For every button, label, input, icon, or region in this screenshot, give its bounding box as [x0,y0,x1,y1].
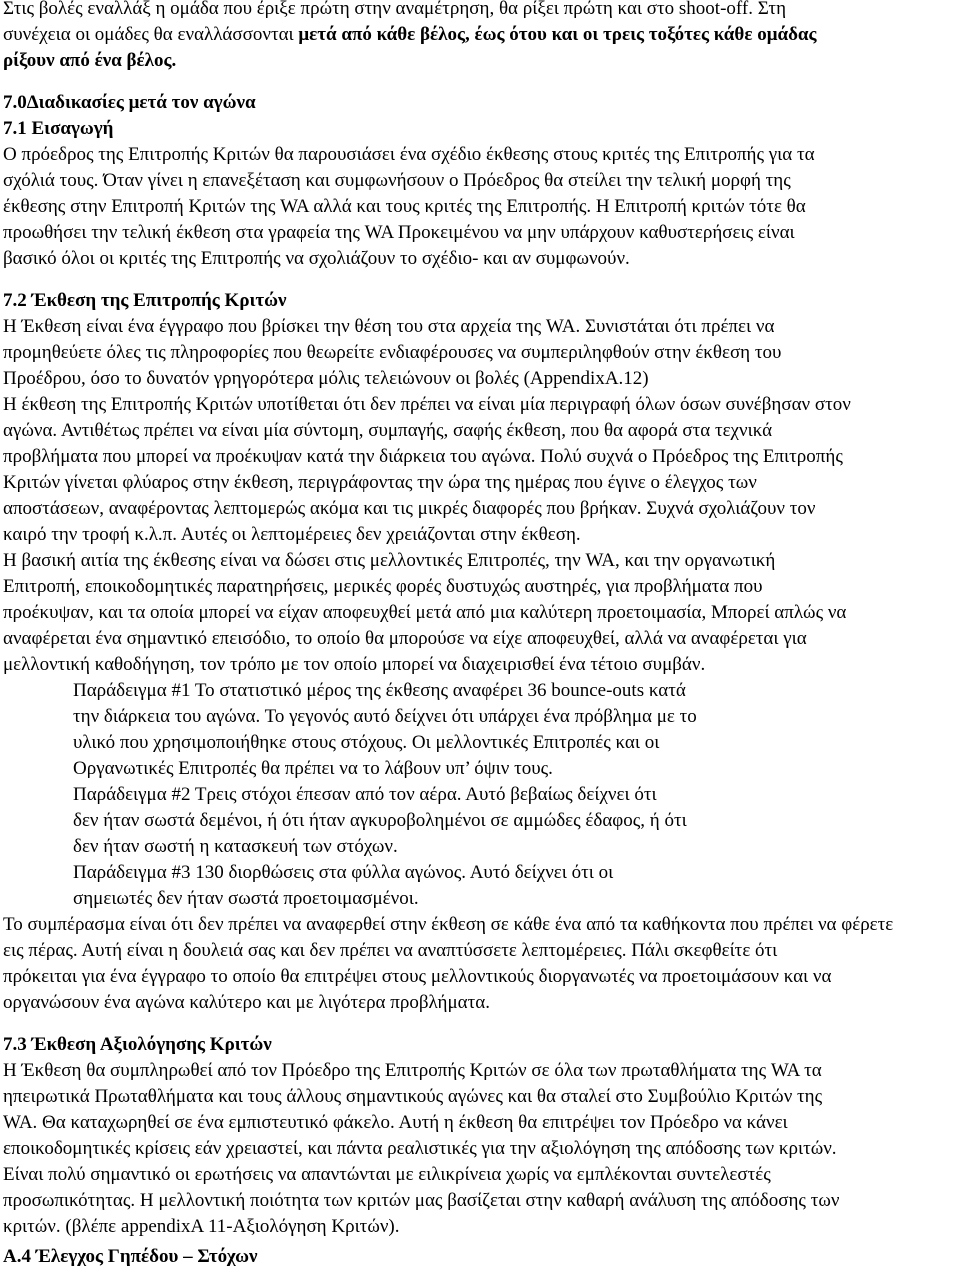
intro-line-3: ρίξουν από ένα βέλος. [3,50,177,71]
section-7-2-line: Η έκθεση της Επιτροπής Κριτών υποτίθεται ότι δεν πρέπει να είναι μία περιγραφή όλων όσων συνέβησαν στον [3,394,851,415]
section-7-2-line: προβλήματα που μπορεί να προέκυψαν κατά την διάρκεια του αγώνα. Πολύ συχνά ο Πρόεδρος της Επιτροπής [3,446,843,467]
example-line: δεν ήταν σωστή η κατασκευή των στόχων. [73,836,398,857]
section-7-2-line: Κριτών γίνεται φλύαρος στην έκθεση, περιγράφοντας την ώρα της ημέρας που έγινε ο έλεγχος των [3,472,757,493]
example-line: Παράδειγμα #1 Το στατιστικό μέρος της έκθεσης αναφέρει 36 bounce-outs κατά [73,680,686,701]
section-7-1-line: έκθεσης στην Επιτροπή Κριτών της WA αλλά και τους κριτές της Επιτροπής. Η Επιτροπή κριτών τότε θα [3,196,806,217]
example-line: σημειωτές δεν ήταν σωστά προετοιμασμένοι. [73,888,419,909]
section-7-3-line: κριτών. (βλέπε appendixA 11-Αξιολόγηση Κριτών). [3,1216,400,1237]
section-7-1-line: σχόλιά τους. Όταν γίνει η επανεξέταση και συμφωνήσουν ο Πρόεδρος θα στείλει την τελική μορφή της [3,170,791,191]
section-7-2-line: προέκυψαν, και τα οποία μπορεί να είχαν αποφευχθεί μετά από μια καλύτερη προετοιμασία, Μπορεί απλώς να [3,602,847,623]
section-7-2-line: αποστάσεων, αναφέροντας λεπτομερώς ακόμα και τις μικρές διαφορές που βρήκαν. Συχνά σχολιάζουν τον [3,498,816,519]
example-line: Οργανωτικές Επιτροπές θα πρέπει να το λάβουν υπ’ όψιν τους. [73,758,553,779]
section-7-3-line: WA. Θα καταχωρηθεί σε ένα εμπιστευτικό φάκελο. Αυτή η έκθεση θα επιτρέψει τον Πρόεδρο να κάνει [3,1112,788,1133]
example-line: Παράδειγμα #3 130 διορθώσεις στα φύλλα αγώνος. Αυτό δείχνει ότι οι [73,862,614,883]
intro-line-2: συνέχεια οι ομάδες θα εναλλάσσονται μετά από κάθε βέλος, έως ότου και οι τρεις τοξότες κάθε ομάδας [3,24,817,45]
section-7-2-heading: 7.2 Έκθεση της Επιτροπής Κριτών [3,290,287,311]
example-line: υλικό που χρησιμοποιήθηκε στους στόχους. Οι μελλοντικές Επιτροπές και οι [73,732,660,753]
section-7-2-line: καιρό την τροφή κ.λ.π. Αυτές οι λεπτομέρειες δεν χρειάζονται στην έκθεση. [3,524,581,545]
example-line: δεν ήταν σωστά δεμένοι, ή ότι ήταν αγκυροβολημένοι σε αμμώδες έδαφος, ή ότι [73,810,687,831]
section-7-1-line: Ο πρόεδρος της Επιτροπής Κριτών θα παρουσιάσει ένα σχέδιο έκθεσης στους κριτές της Επιτροπής για τα [3,144,815,165]
section-7-3-line: Είναι πολύ σημαντικό οι ερωτήσεις να απαντώνται με ειλικρίνεια χωρίς να εμπλέκονται συντελεστές [3,1164,771,1185]
section-7-2-line: Η Έκθεση είναι ένα έγγραφο που βρίσκει την θέση του στα αρχεία της WA. Συνιστάται ότι πρέπει να [3,316,775,337]
section-7-2-line: μελλοντική καθοδήγηση, τον τρόπο με τον οποίο μπορεί να διαχειρισθεί ένα τέτοιο συμβάν. [3,654,706,675]
section-7-2-line: αναφέρεται ένα σημαντικό επεισόδιο, το οποίο θα μπορούσε να είχε αποφευχθεί, αλλά να αναφέρεται για [3,628,807,649]
section-7-3-line: προσωπικότητας. Η μελλοντική ποιότητα των κριτών μας βασίζεται στην καθαρή ανάλυση της απόδοσης των [3,1190,840,1211]
conclusion-line: εις πέρας. Αυτή είναι η δουλειά σας και δεν πρέπει να αναπτύσσετε λεπτομέρειες. Πάλι σκεφθείτε ότι [3,940,778,961]
section-7-2-line: αγώνα. Αντιθέτως πρέπει να είναι μία σύντομη, συμπαγής, σαφής έκθεση, που θα αφορά στα τεχνικά [3,420,773,441]
section-7-2-line: προμηθεύετε όλες τις πληροφορίες που θεωρείτε ενδιαφέρουσες να συμπεριληφθούν στην έκθεση του [3,342,782,363]
section-7-0-heading: 7.0Διαδικασίες μετά τον αγώνα [3,92,256,113]
section-a-4-heading: Α.4 Έλεγχος Γηπέδου – Στόχων [3,1246,258,1267]
section-7-2-line: Επιτροπή, εποικοδομητικές παρατηρήσεις, μερικές φορές δυστυχώς αυστηρές, για προβλήματα που [3,576,763,597]
conclusion-line: Το συμπέρασμα είναι ότι δεν πρέπει να αναφερθεί στην έκθεση σε κάθε ένα από τα καθήκοντα που πρέπει να φέρετε [3,914,894,935]
section-7-2-line: Προέδρου, όσο το δυνατόν γρηγορότερα μόλις τελειώνουν οι βολές (AppendixA.12) [3,368,649,389]
section-7-1-line: προωθήσει την τελική έκθεση στα γραφεία της WA Προκειμένου να μην υπάρχουν καθυστερήσεις είναι [3,222,795,243]
section-7-1-line: βασικό όλοι οι κριτές της Επιτροπής να σχολιάζουν το σχέδιο- και αν συμφωνούν. [3,248,630,269]
section-7-3-heading: 7.3 Έκθεση Αξιολόγησης Κριτών [3,1034,272,1055]
example-line: Παράδειγμα #2 Τρεις στόχοι έπεσαν από τον αέρα. Αυτό βεβαίως δείχνει ότι [73,784,657,805]
section-7-2-line: Η βασική αιτία της έκθεσης είναι να δώσει στις μελλοντικές Επιτροπές, την WA, και την οργανωτική [3,550,776,571]
section-7-3-line: εποικοδομητικές κρίσεις εάν χρειαστεί, και πάντα ρεαλιστικές για την αξιολόγηση της απόδοσης των κριτών. [3,1138,837,1159]
section-7-3-line: Η Έκθεση θα συμπληρωθεί από τον Πρόεδρο της Επιτροπής Κριτών σε όλα των πρωταθλήματα της WA τα [3,1060,822,1081]
section-7-3-line: ηπειρωτικά Πρωταθλήματα και τους άλλους σημαντικούς αγώνες και θα σταλεί στο Συμβούλιο Κριτών της [3,1086,823,1107]
conclusion-line: πρόκειται για ένα έγγραφο το οποίο θα επιτρέψει στους μελλοντικούς διοργανωτές να προετοιμάσουν και να [3,966,832,987]
intro-line-1: Στις βολές εναλλάξ η ομάδα που έριξε πρώτη στην αναμέτρηση, θα ρίξει πρώτη και στο shoot-off. Στη [3,0,787,19]
section-7-1-heading: 7.1 Εισαγωγή [3,118,114,139]
conclusion-line: οργανώσουν ένα αγώνα καλύτερο και με λιγότερα προβλήματα. [3,992,490,1013]
example-line: την διάρκεια του αγώνα. Το γεγονός αυτό δείχνει ότι υπάρχει ένα πρόβλημα με το [73,706,697,727]
